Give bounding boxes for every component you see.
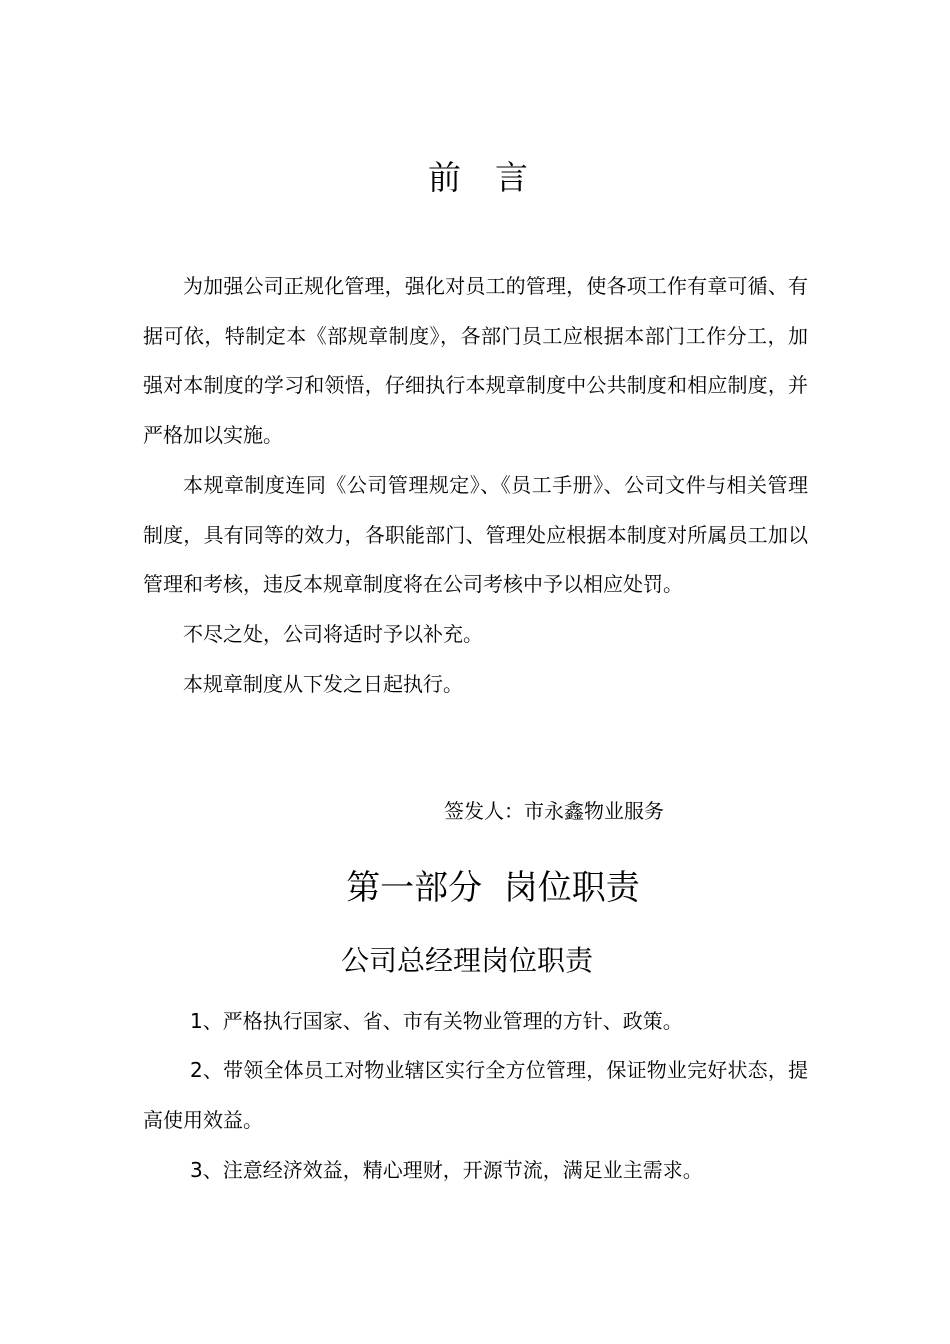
section-title: 公司总经理岗位职责 xyxy=(340,944,593,977)
duty-item-3: 3、注意经济效益，精心理财，开源节流，满足业主需求。 xyxy=(190,1158,703,1182)
preface-paragraph-2: 本规章制度连同《公司管理规定》、《员工手册》、公司文件与相关管理制度，具有同等的效力，各职能部门、管理处应根据本制度对所属员工加以管理和考核，违反本规章制度将在公司考核中予以相应处罚。 xyxy=(143,473,808,597)
duty-item-2: 2、带领全体员工对物业辖区实行全方位管理，保证物业完好状态，提高使用效益。 xyxy=(143,1058,808,1132)
preface-paragraph-4: 本规章制度从下发之日起执行。 xyxy=(183,672,463,696)
part-title: 第一部分 岗位职责 xyxy=(346,868,640,908)
preface-title: 前言 xyxy=(428,158,562,197)
preface-paragraph-1: 为加强公司正规化管理，强化对员工的管理，使各项工作有章可循、有据可依，特制定本《部规章制度》，各部门员工应根据本部门工作分工，加强对本制度的学习和领悟，仔细执行本规章制度中公共制度和相应制度，并严格加以实施。 xyxy=(143,274,808,447)
signer-line: 签发人：市永鑫物业服务 xyxy=(444,799,664,823)
duty-item-1: 1、严格执行国家、省、市有关物业管理的方针、政策。 xyxy=(190,1009,683,1033)
preface-paragraph-3: 不尽之处，公司将适时予以补充。 xyxy=(183,622,483,646)
